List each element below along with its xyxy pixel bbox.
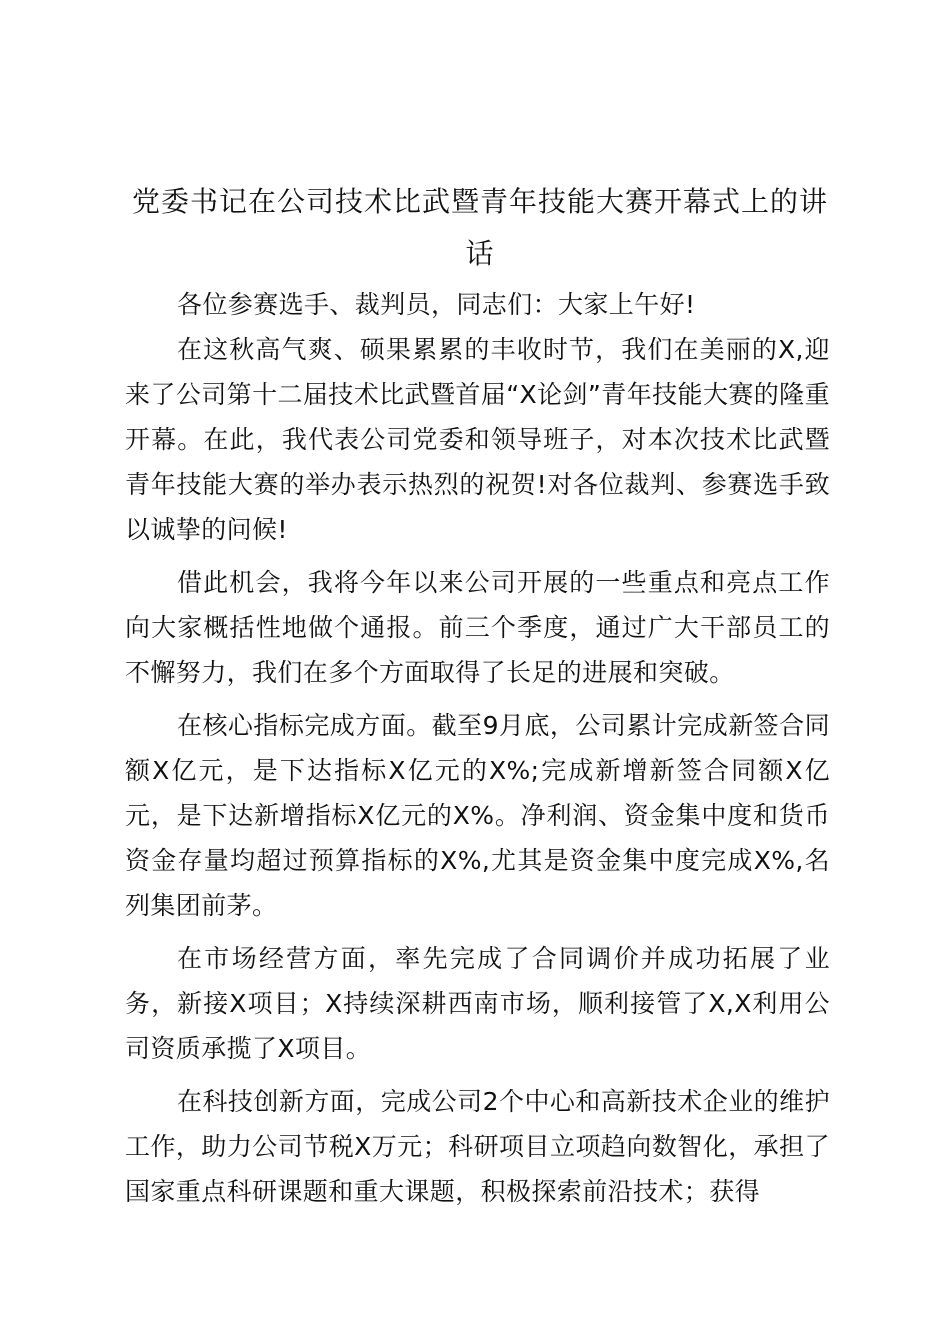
tech-innovation-paragraph: 在科技创新方面，完成公司2个中心和高新技术企业的维护工作，助力公司节税X万元；科研项目立项趋向数智化，承担了国家重点科研课题和重大课题，积极探索前沿技术；获得 bbox=[125, 1087, 830, 1206]
document-title: 党委书记在公司技术比武暨青年技能大赛开幕式上的讲话 bbox=[131, 185, 828, 270]
core-indicators-paragraph: 在核心指标完成方面。截至9月底，公司累计完成新签合同额X亿元，是下达指标X亿元的X%;完成新增新签合同额X亿元，是下达新增指标X亿元的X%。净利润、资金集中度和货币资金存量均超过预算指标的X%,尤其是资金集中度完成X%,名列集团前茅。 bbox=[125, 711, 830, 920]
market-operations-paragraph: 在市场经营方面，率先完成了合同调价并成功拓展了业务，新接X项目；X持续深耕西南市场，顺利接管了X,X利用公司资质承揽了X项目。 bbox=[125, 944, 830, 1063]
report-intro-paragraph: 借此机会，我将今年以来公司开展的一些重点和亮点工作向大家概括性地做个通报。前三个季度，通过广大干部员工的不懈努力，我们在多个方面取得了长足的进展和突破。 bbox=[125, 568, 830, 687]
document-body bbox=[125, 282, 830, 1214]
greeting-paragraph: 各位参赛选手、裁判员，同志们：大家上午好! bbox=[177, 290, 696, 319]
opening-paragraph: 在这秋高气爽、硕果累累的丰收时节，我们在美丽的X,迎来了公司第十二届技术比武暨首届“X论剑”青年技能大赛的隆重开幕。在此，我代表公司党委和领导班子，对本次技术比武暨青年技能大赛的举办表示热烈的祝贺!对各位裁判、参赛选手致以诚挚的问候! bbox=[125, 335, 830, 544]
